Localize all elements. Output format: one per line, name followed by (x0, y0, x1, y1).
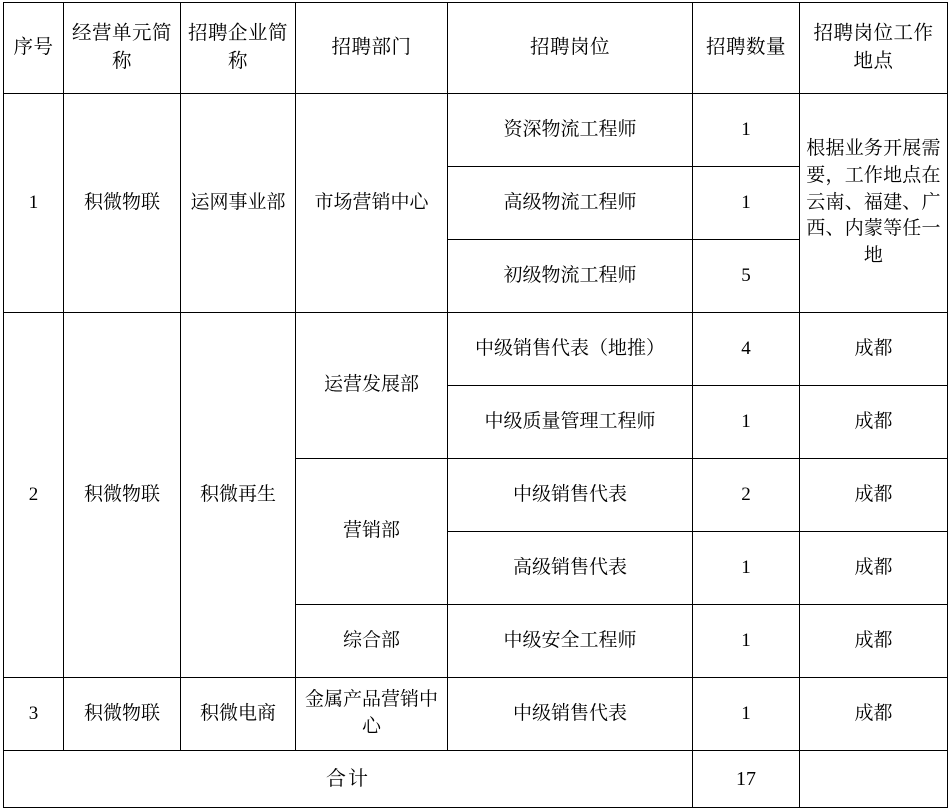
cell-position: 中级安全工程师 (448, 605, 693, 678)
total-location-blank (800, 751, 948, 808)
recruitment-table (3, 2, 948, 808)
cell-position: 高级销售代表 (448, 532, 693, 605)
table-row (4, 678, 948, 751)
cell-dept: 运营发展部 (296, 313, 448, 459)
total-row (4, 751, 948, 808)
header-count: 招聘数量 (693, 3, 800, 94)
cell-unit: 积微物联 (64, 313, 181, 678)
total-value: 17 (693, 751, 800, 808)
cell-unit: 积微物联 (64, 678, 181, 751)
cell-count: 1 (693, 94, 800, 167)
cell-position: 中级销售代表（地推） (448, 313, 693, 386)
cell-count: 4 (693, 313, 800, 386)
header-no: 序号 (4, 3, 64, 94)
cell-location: 成都 (800, 386, 948, 459)
table-body (4, 94, 948, 808)
cell-dept: 综合部 (296, 605, 448, 678)
cell-count: 5 (693, 240, 800, 313)
cell-no: 1 (4, 94, 64, 313)
cell-position: 资深物流工程师 (448, 94, 693, 167)
cell-no: 3 (4, 678, 64, 751)
cell-location: 成都 (800, 459, 948, 532)
cell-company: 运网事业部 (181, 94, 296, 313)
cell-position: 中级质量管理工程师 (448, 386, 693, 459)
header-location: 招聘岗位工作地点 (800, 3, 948, 94)
cell-location: 成都 (800, 605, 948, 678)
cell-location: 成都 (800, 532, 948, 605)
cell-location: 成都 (800, 678, 948, 751)
total-label: 合计 (4, 751, 693, 808)
cell-count: 1 (693, 386, 800, 459)
table-header (4, 3, 948, 94)
cell-count: 1 (693, 167, 800, 240)
header-position: 招聘岗位 (448, 3, 693, 94)
cell-dept: 市场营销中心 (296, 94, 448, 313)
header-dept: 招聘部门 (296, 3, 448, 94)
cell-count: 1 (693, 605, 800, 678)
cell-no: 2 (4, 313, 64, 678)
cell-count: 1 (693, 678, 800, 751)
header-unit: 经营单元简称 (64, 3, 181, 94)
cell-location: 根据业务开展需要，工作地点在云南、福建、广西、内蒙等任一地 (800, 94, 948, 313)
cell-unit: 积微物联 (64, 94, 181, 313)
table-row (4, 313, 948, 386)
cell-dept: 营销部 (296, 459, 448, 605)
header-company: 招聘企业简称 (181, 3, 296, 94)
cell-location: 成都 (800, 313, 948, 386)
cell-dept: 金属产品营销中心 (296, 678, 448, 751)
cell-company: 积微电商 (181, 678, 296, 751)
cell-position: 初级物流工程师 (448, 240, 693, 313)
cell-company: 积微再生 (181, 313, 296, 678)
cell-count: 1 (693, 532, 800, 605)
cell-position: 中级销售代表 (448, 678, 693, 751)
cell-count: 2 (693, 459, 800, 532)
table-row (4, 94, 948, 167)
header-row (4, 3, 948, 94)
cell-position: 中级销售代表 (448, 459, 693, 532)
cell-position: 高级物流工程师 (448, 167, 693, 240)
